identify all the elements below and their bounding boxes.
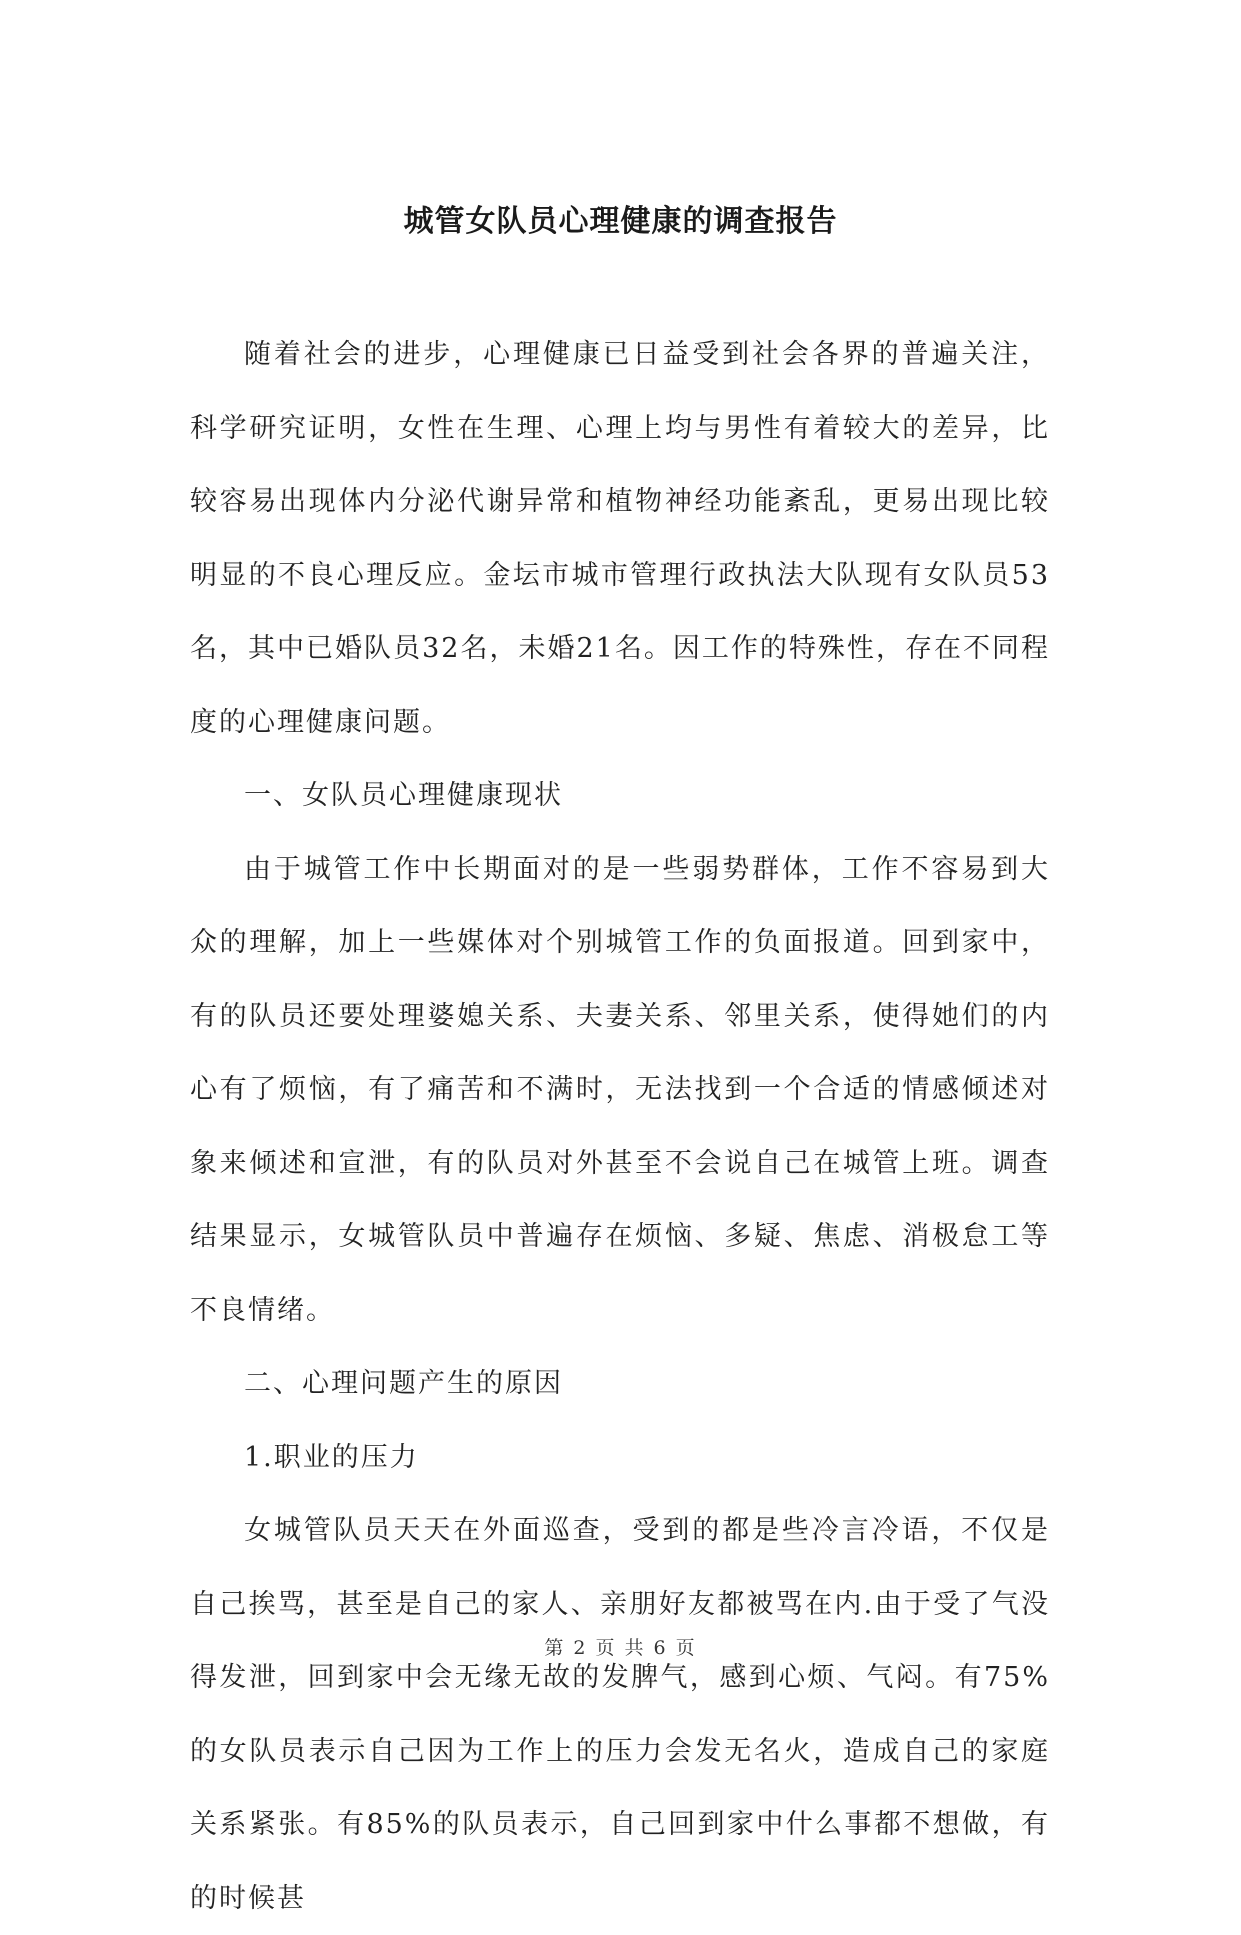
document-title: 城管女队员心理健康的调查报告 (403, 204, 838, 239)
subsection-heading-pressure: 1.职业的压力 (244, 1441, 419, 1473)
section-heading-status: 一、女队员心理健康现状 (244, 780, 563, 811)
section-heading-causes: 二、心理问题产生的原因 (244, 1368, 563, 1399)
page-number-footer: 第 2 页 共 6 页 (544, 1637, 697, 1659)
paragraph-intro: 随着社会的进步，心理健康已日益受到社会各界的普遍关注，科学研究证明，女性在生理、心理上均与男性有着较大的差异，比较容易出现体内分泌代谢异常和植物神经功能紊乱，更易出现比较明显的不良心理反应。金坛市城市管理行政执法大队现有女队员53名，其中已婚队员32名，未婚21名。因工作的特殊性，存在不同程度的心理健康问题。 (190, 339, 1050, 738)
document-body (190, 318, 1050, 1935)
paragraph-pressure: 女城管队员天天在外面巡查，受到的都是些冷言冷语，不仅是自己挨骂，甚至是自己的家人、亲朋好友都被骂在内.由于受了气没得发泄，回到家中会无缘无故的发脾气，感到心烦、气闷。有75%的女队员表示自己因为工作上的压力会发无名火，造成自己的家庭关系紧张。有85%的队员表示，自己回到家中什么事都不想做，有的时候甚 (190, 1515, 1050, 1914)
paragraph-status: 由于城管工作中长期面对的是一些弱势群体，工作不容易到大众的理解，加上一些媒体对个别城管工作的负面报道。回到家中，有的队员还要处理婆媳关系、夫妻关系、邻里关系，使得她们的内心有了烦恼，有了痛苦和不满时，无法找到一个合适的情感倾述对象来倾述和宣泄，有的队员对外甚至不会说自己在城管上班。调查结果显示，女城管队员中普遍存在烦恼、多疑、焦虑、消极怠工等不良情绪。 (190, 853, 1050, 1326)
